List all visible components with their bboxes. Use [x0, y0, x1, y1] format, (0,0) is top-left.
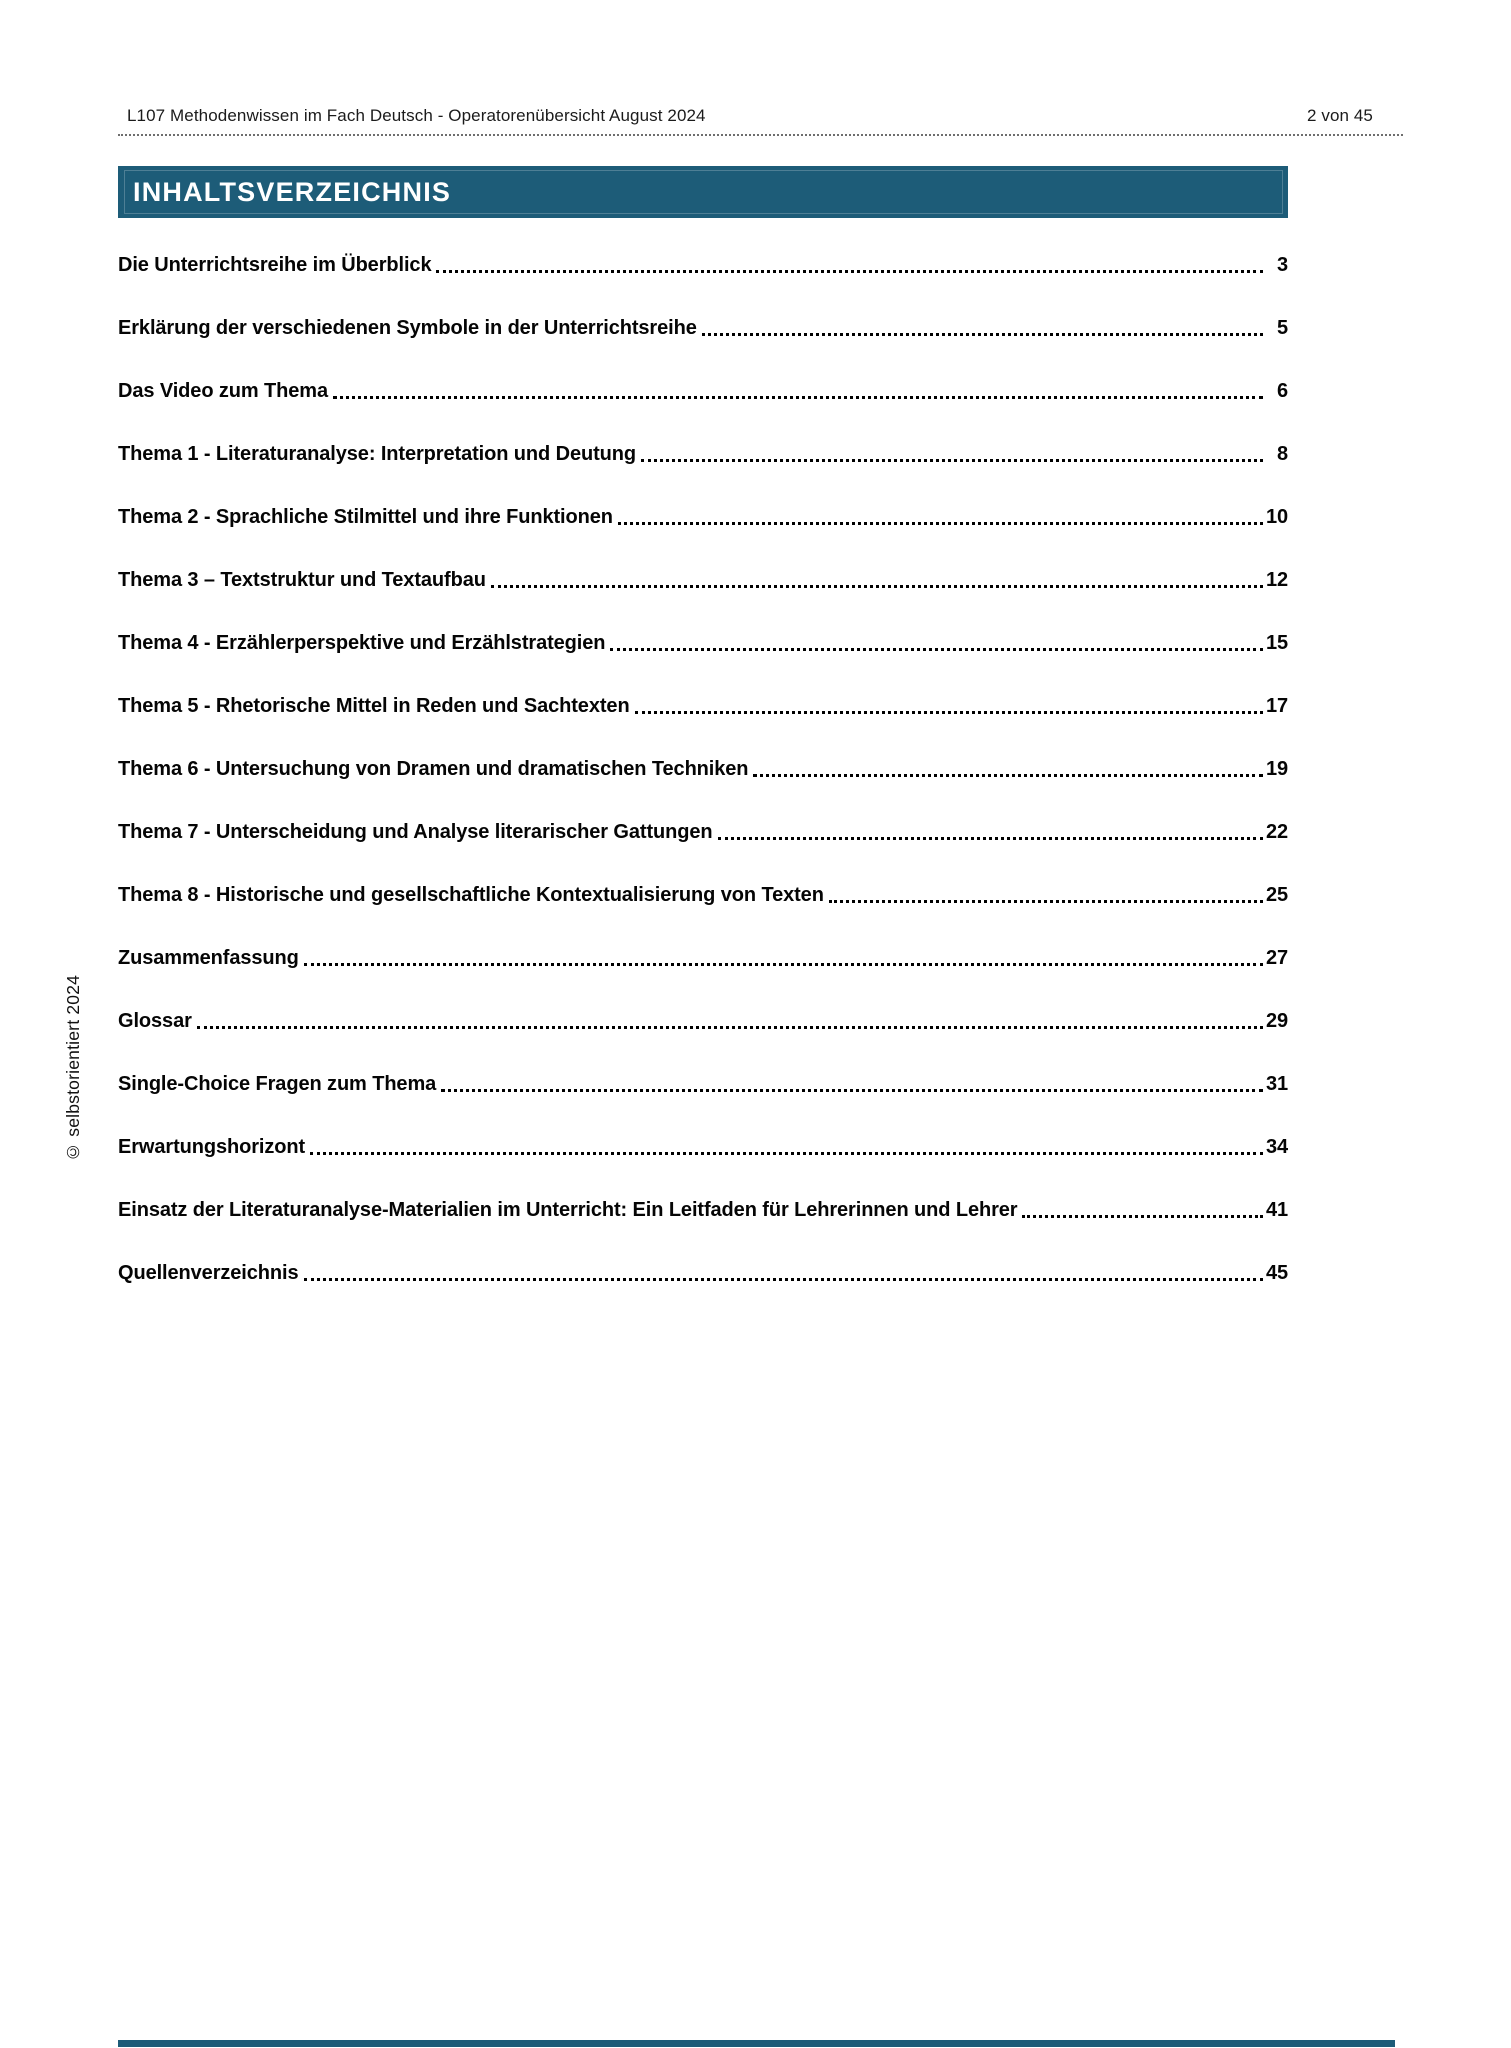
- toc-entry-label: Glossar: [118, 1010, 192, 1032]
- toc-entry[interactable]: [118, 486, 1288, 549]
- toc-entry-page: 3: [1276, 254, 1288, 276]
- toc-entry-page: 12: [1265, 569, 1288, 591]
- toc-entry-label: Thema 6 - Untersuchung von Dramen und dramatischen Techniken: [118, 758, 749, 780]
- toc-entry[interactable]: [118, 423, 1288, 486]
- page-header: [127, 106, 1373, 126]
- toc-entry-page: 34: [1265, 1136, 1288, 1158]
- toc-entry[interactable]: [118, 360, 1288, 423]
- toc-entry[interactable]: [118, 738, 1288, 801]
- toc-leader-dots: [641, 447, 1263, 462]
- toc-list: [118, 234, 1288, 1305]
- toc-entry-page: 41: [1265, 1199, 1288, 1221]
- toc-leader-dots: [304, 1266, 1263, 1281]
- toc-entry-page: 10: [1265, 506, 1288, 528]
- copyright-notice: © selbstorientiert 2024: [63, 974, 83, 1162]
- toc-entry-page: 31: [1265, 1073, 1288, 1095]
- toc-leader-dots: [610, 636, 1263, 651]
- toc-leader-dots: [491, 573, 1263, 588]
- toc-entry-page: 15: [1265, 632, 1288, 654]
- toc-entry-label: Thema 8 - Historische und gesellschaftliche Kontextualisierung von Texten: [118, 884, 824, 906]
- toc-leader-dots: [1022, 1203, 1262, 1218]
- toc-leader-dots: [197, 1014, 1263, 1029]
- toc-leader-dots: [718, 825, 1263, 840]
- toc-entry[interactable]: [118, 864, 1288, 927]
- toc-entry-label: Thema 5 - Rhetorische Mittel in Reden und Sachtexten: [118, 695, 630, 717]
- toc-entry-page: 17: [1265, 695, 1288, 717]
- page-indicator: 2 von 45: [1306, 106, 1373, 125]
- toc-entry-label: Thema 2 - Sprachliche Stilmittel und ihre Funktionen: [118, 506, 613, 528]
- toc-entry-page: 27: [1265, 947, 1288, 969]
- toc-entry-label: Einsatz der Literaturanalyse-Materialien im Unterricht: Ein Leitfaden für Lehrerinnen und Lehrer: [118, 1199, 1018, 1221]
- toc-entry-label: Quellenverzeichnis: [118, 1262, 299, 1284]
- toc-entry[interactable]: [118, 612, 1288, 675]
- toc-leader-dots: [753, 762, 1263, 777]
- toc-entry-label: Thema 3 – Textstruktur und Textaufbau: [118, 569, 486, 591]
- document-title: L107 Methodenwissen im Fach Deutsch - Operatorenübersicht August 2024: [127, 106, 706, 125]
- toc-entry-label: Single-Choice Fragen zum Thema: [118, 1073, 437, 1095]
- toc-entry-page: 22: [1265, 821, 1288, 843]
- toc-entry[interactable]: [118, 801, 1288, 864]
- toc-entry-page: 6: [1276, 380, 1288, 402]
- bottom-accent-strip: [118, 2040, 1395, 2047]
- toc-leader-dots: [333, 384, 1263, 399]
- toc-entry-page: 25: [1265, 884, 1288, 906]
- toc-entry[interactable]: [118, 927, 1288, 990]
- toc-entry[interactable]: [118, 234, 1288, 297]
- toc-entry-label: Thema 7 - Unterscheidung und Analyse literarischer Gattungen: [118, 821, 713, 843]
- toc-entry-label: Das Video zum Thema: [118, 380, 329, 402]
- toc-entry[interactable]: [118, 1242, 1288, 1305]
- toc-entry[interactable]: [118, 675, 1288, 738]
- toc-entry[interactable]: [118, 990, 1288, 1053]
- toc-entry[interactable]: [118, 1116, 1288, 1179]
- toc-leader-dots: [702, 321, 1263, 336]
- section-title-bar: [118, 166, 1288, 218]
- toc-entry-label: Erklärung der verschiedenen Symbole in der Unterrichtsreihe: [118, 317, 697, 339]
- toc-entry[interactable]: [118, 1179, 1288, 1242]
- toc-entry[interactable]: [118, 549, 1288, 612]
- toc-leader-dots: [310, 1140, 1263, 1155]
- toc-leader-dots: [304, 951, 1263, 966]
- toc-leader-dots: [441, 1077, 1263, 1092]
- toc-leader-dots: [436, 258, 1263, 273]
- toc-entry-label: Thema 4 - Erzählerperspektive und Erzählstrategien: [118, 632, 606, 654]
- toc-entry-label: Thema 1 - Literaturanalyse: Interpretation und Deutung: [118, 443, 636, 465]
- toc-leader-dots: [618, 510, 1263, 525]
- toc-entry[interactable]: [118, 1053, 1288, 1116]
- toc-entry-page: 5: [1276, 317, 1288, 339]
- header-divider: [118, 134, 1403, 136]
- toc-heading: INHALTSVERZEICHNIS: [133, 176, 452, 207]
- toc-entry-page: 45: [1265, 1262, 1288, 1284]
- toc-entry-label: Die Unterrichtsreihe im Überblick: [118, 254, 432, 276]
- toc-entry-label: Zusammenfassung: [118, 947, 299, 969]
- toc-leader-dots: [635, 699, 1263, 714]
- toc-entry[interactable]: [118, 297, 1288, 360]
- toc-entry-page: 8: [1276, 443, 1288, 465]
- toc-entry-label: Erwartungshorizont: [118, 1136, 306, 1158]
- toc-entry-page: 29: [1265, 1010, 1288, 1032]
- toc-entry-page: 19: [1265, 758, 1288, 780]
- toc-leader-dots: [829, 888, 1263, 903]
